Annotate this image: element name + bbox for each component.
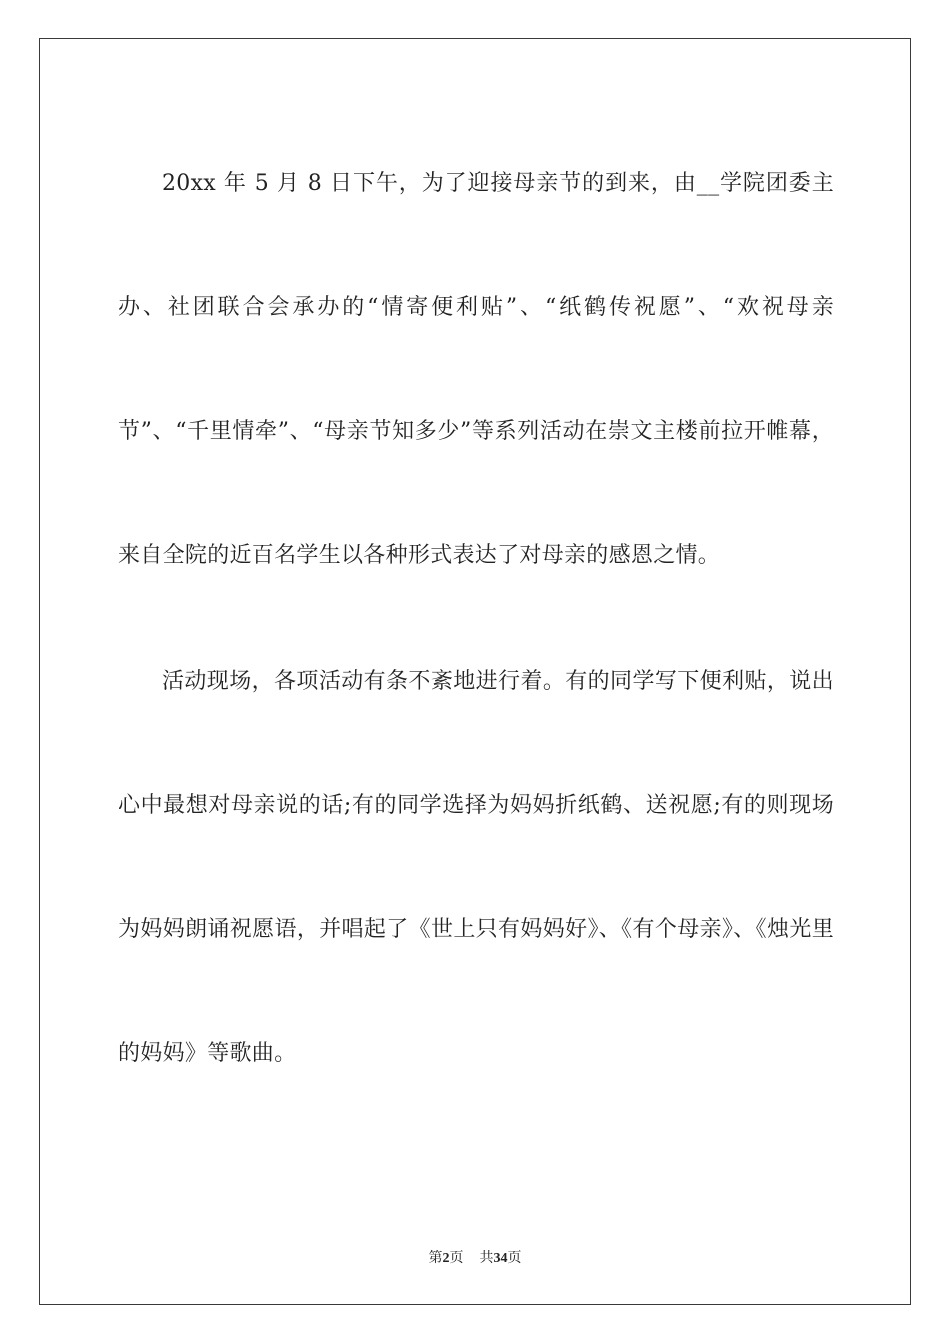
total-suffix: 页 <box>507 1251 522 1266</box>
document-body <box>118 122 834 1116</box>
total-prefix: 共 <box>479 1251 494 1266</box>
page-footer <box>0 1247 950 1267</box>
page-prefix: 第 <box>428 1251 443 1266</box>
page-total: 34 <box>493 1251 508 1266</box>
paragraph-2: 活动现场，各项活动有条不紊地进行着。有的同学写下便利贴，说出心中最想对母亲说的话;有的同学选择为妈妈折纸鹤、送祝愿;有的则现场为妈妈朗诵祝愿语，并唱起了《世上只有妈妈好》、《有个母亲》、《烛光里的妈妈》等歌曲。 <box>118 669 834 1066</box>
page-number: 2 <box>442 1251 450 1266</box>
page-suffix: 页 <box>449 1251 464 1266</box>
paragraph-1: 20xx 年 5 月 8 日下午，为了迎接母亲节的到来，由__学院团委主办、社团联合会承办的“情寄便利贴”、“纸鹤传祝愿”、“欢祝母亲节”、“千里情牵”、“母亲节知多少”等系列活动在崇文主楼前拉开帷幕，来自全院的近百名学生以各种形式表达了对母亲的感恩之情。 <box>118 171 834 568</box>
